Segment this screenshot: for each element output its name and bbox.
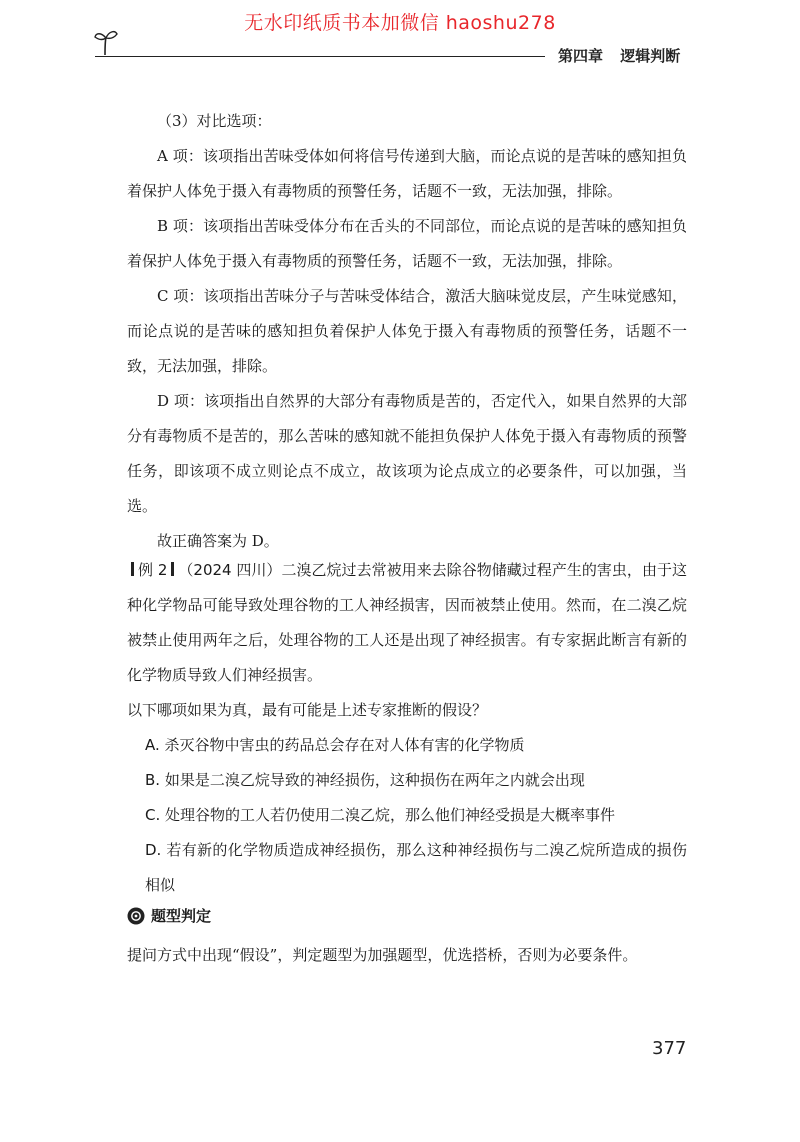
analysis-option-b: B 项：该项指出苦味受体分布在舌头的不同部位，而论点说的是苦味的感知担负着保护人体免于摄入有毒物质的预警任务，话题不一致，无法加强，排除。 [127, 217, 687, 270]
example-section [127, 553, 687, 903]
example-option-a: A. 杀灭谷物中害虫的药品总会存在对人体有害的化学物质 [145, 736, 525, 754]
example-source: （2024 四川） [178, 561, 282, 579]
analysis-option-c: C 项：该项指出苦味分子与苦味受体结合，激活大脑味觉皮层，产生味觉感知，而论点说的是苦味的感知担负着保护人体免于摄入有毒物质的预警任务，话题不一致，无法加强，排除。 [127, 287, 687, 375]
example-stem: 二溴乙烷过去常被用来去除谷物储藏过程产生的害虫，由于这种化学物品可能导致处理谷物的工人神经损害，因而被禁止使用。然而，在二溴乙烷被禁止使用两年之后，处理谷物的工人还是出现了神经损害。有专家据此断言有新的化学物质导致人们神经损害。 [127, 561, 687, 684]
analysis-heading: （3）对比选项： [157, 112, 272, 130]
type-judgment-title: 题型判定 [151, 907, 212, 925]
analysis-answer: 故正确答案为 D。 [157, 532, 279, 550]
example-option-c: C. 处理谷物的工人若仍使用二溴乙烷，那么他们神经受损是大概率事件 [145, 806, 616, 824]
example-question: 以下哪项如果为真，最有可能是上述专家推断的假设？ [127, 701, 488, 719]
example-option-d: D. 若有新的化学物质造成神经损伤，那么这种神经损伤与二溴乙烷所造成的损伤相似 [145, 841, 687, 894]
type-judgment-text: 提问方式中出现“假设”，判定题型为加强题型，优选搭桥，否则为必要条件。 [127, 946, 638, 964]
example-stem-paragraph [127, 553, 687, 693]
chapter-title: 第四章 逻辑判断 [558, 47, 681, 65]
analysis-option-a: A 项：该项指出苦味受体如何将信号传递到大脑，而论点说的是苦味的感知担负着保护人体免于摄入有毒物质的预警任务，话题不一致，无法加强，排除。 [127, 147, 687, 200]
analysis-section [127, 104, 687, 559]
gear-icon [127, 907, 145, 925]
type-judgment-heading [127, 905, 211, 926]
analysis-option-d: D 项：该项指出自然界的大部分有毒物质是苦的，否定代入，如果自然界的大部分有毒物质不是苦的，那么苦味的感知就不能担负保护人体免于摄入有毒物质的预警任务，即该项不成立则论点不成立，故该项为论点成立的必要条件，可以加强，当选。 [127, 392, 687, 515]
example-option-b: B. 如果是二溴乙烷导致的神经损伤，这种损伤在两年之内就会出现 [145, 771, 585, 789]
example-bar-right [171, 562, 174, 576]
watermark-text: 无水印纸质书本加微信 haoshu278 [244, 12, 556, 34]
header-rule [95, 56, 545, 57]
example-label: 例 2 [138, 561, 168, 579]
example-bar-left [131, 562, 134, 576]
page-number: 377 [652, 1038, 687, 1059]
sprout-icon [93, 28, 127, 56]
